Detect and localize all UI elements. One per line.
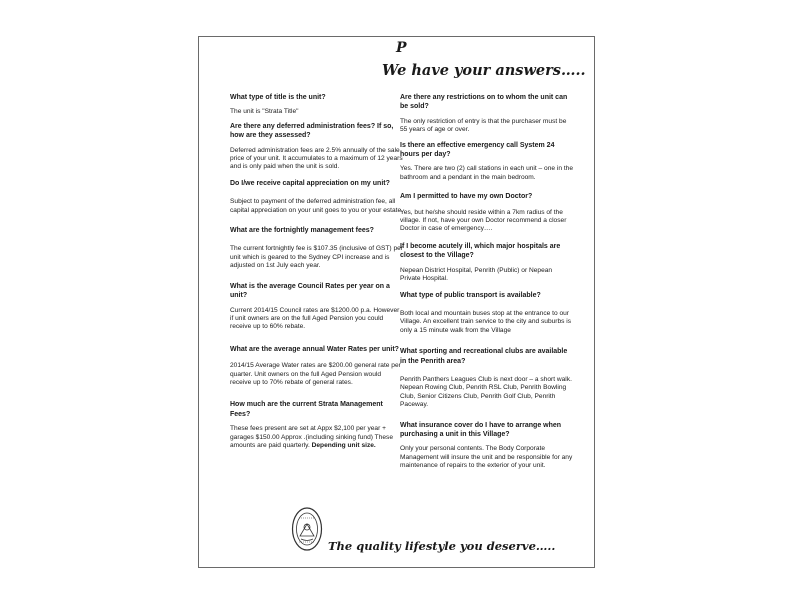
page-headline: We have your answers….. [382,62,586,79]
answer: Only your personal contents. The Body Corporate Management will insure the unit and be responsible for any maintenance of repairs to the exterior of your unit. [400,445,573,470]
question: Are there any restrictions on to whom the unit can be sold? [400,94,568,111]
document-page [198,36,595,568]
answer: The only restriction of entry is that the purchaser must be 55 years of age or over. [400,117,567,134]
seal-emblem-icon [291,506,323,552]
footer-tagline: The quality lifestyle you deserve….. [328,539,556,553]
answer [230,425,403,450]
answer: Yes. There are two (2) call stations in each unit – one in the bathroom and a pendant in the main bedroom. [400,165,574,181]
question: What type of title is the unit? [230,94,326,101]
answer: Subject to payment of the deferred administration fee, all capital appreciation on your unit goes to you or your estate. [230,198,404,214]
answer: Nepean District Hospital, Penrith (Public) or Nepean Private Hospital. [400,266,553,283]
question: What are the fortnightly management fees? [230,227,374,235]
answer: Deferred administration fees are 2.5% annually of the sale price of your unit. It accumulates to a maximum of 12 years and is only paid when the unit is sold. [230,146,403,171]
answer-text: These fees present are set at Appx $2,100 per year + garages $150.00 Approx .(including sinking fund) These amounts are paid quarterly. [230,425,393,449]
right-column [400,93,573,471]
question: If I become acutely ill, which major hospitals are closest to the Village? [400,242,561,260]
question: Is there an effective emergency call System 24 hours per day? [400,141,555,159]
question: How much are the current Strata Management Fees? [230,401,383,418]
answer-emphasis: Depending unit size. [311,441,376,449]
question: Am I permitted to have my own Doctor? [400,193,533,201]
logo-letter: P [396,40,407,56]
question: What type of public transport is available? [400,291,541,299]
question: What insurance cover do I have to arrange when purchasing a unit in this Village? [400,421,562,438]
question: Do I/we receive capital appreciation on my unit? [230,179,390,187]
answer: Current 2014/15 Council rates are $1200.00 p.a. However if unit owners are on the full Aged Pension you could receive up to 60% rebate. [230,306,400,331]
question: What sporting and recreational clubs are available in the Penrith area? [400,348,568,365]
question: Are there any deferred administration fees? If so, how are they assessed? [230,122,394,140]
question: What are the average annual Water Rates per unit? [230,345,399,353]
answer: 2014/15 Average Water rates are $200.00 general rate per quarter. Unit owners on the full Aged Pension would receive up to 70% rebate of general rates. [230,362,401,386]
left-column [230,93,403,450]
answer: The current fortnightly fee is $107.35 (inclusive of GST) per unit which is geared to the Sydney CPI increase and is adjusted on 1st July each year. [230,245,403,270]
answer: Yes, but he/she should reside within a 7km radius of the village. If not, have your own Doctor recommend a closer Doctor in case of emergency…. [400,208,567,233]
question: What is the average Council Rates per year on a unit? [230,282,390,300]
answer: The unit is "Strata Title" [230,108,299,116]
answer: Penrith Panthers Leagues Club is next door – a short walk. Nepean Rowing Club, Penrith RSL Club, Penrith Bowling Club, Senior Citizens Club, Penrith Golf Club, Penrith Paceway. [400,375,572,409]
answer: Both local and mountain buses stop at the entrance to our Village. An excellent train service to the city and suburbs is only a 15 minute walk from the Village [400,309,572,334]
